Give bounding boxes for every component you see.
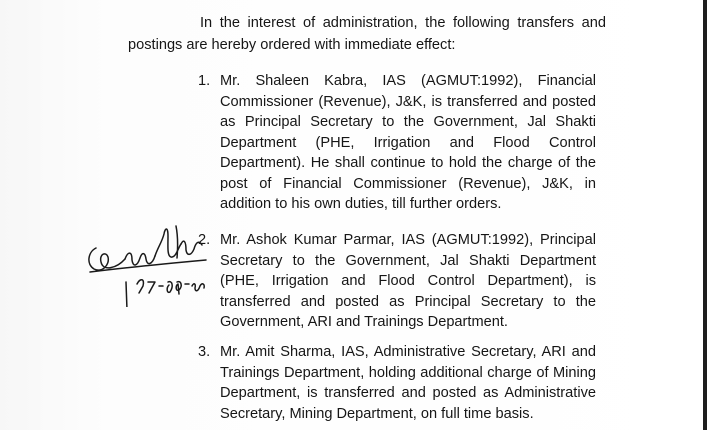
item-text: Mr. Ashok Kumar Parmar, IAS (AGMUT:1992), Principal Secretary to the Government, Jal Shakti Department (PHE, Irrigation and Flood Control Department), is transferred and posted as Principal Secretary to the Government, ARI and Trainings Department.: [220, 232, 596, 330]
intro-paragraph: In the interest of administration, the following transfers and postings are hereby ordered with immediate effect:: [128, 15, 606, 53]
item-text: Mr. Amit Sharma, IAS, Administrative Secretary, ARI and Trainings Department, holding additional charge of Mining Department, is transferred and posted as Administrative Secretary, Mining Department, on full time basis.: [220, 344, 596, 422]
order-item-2: [198, 230, 596, 333]
order-item-3: [198, 342, 596, 424]
page-edge-shadow: [703, 0, 707, 430]
item-number: 3.: [198, 344, 211, 360]
item-text: Mr. Shaleen Kabra, IAS (AGMUT:1992), Financial Commissioner (Revenue), J&K, is transferred and posted as Principal Secretary to the Government, Jal Shakti Department (PHE, Irrigation and Flood Control Department). He shall continue to hold the charge of the post of Financial Commissioner (Revenue), J&K, in addition to his own duties, till further orders.: [220, 73, 596, 212]
order-item-1: [198, 71, 596, 215]
item-number: 1.: [198, 73, 211, 89]
item-number: 2.: [198, 232, 211, 248]
handwritten-signature: [82, 212, 212, 307]
